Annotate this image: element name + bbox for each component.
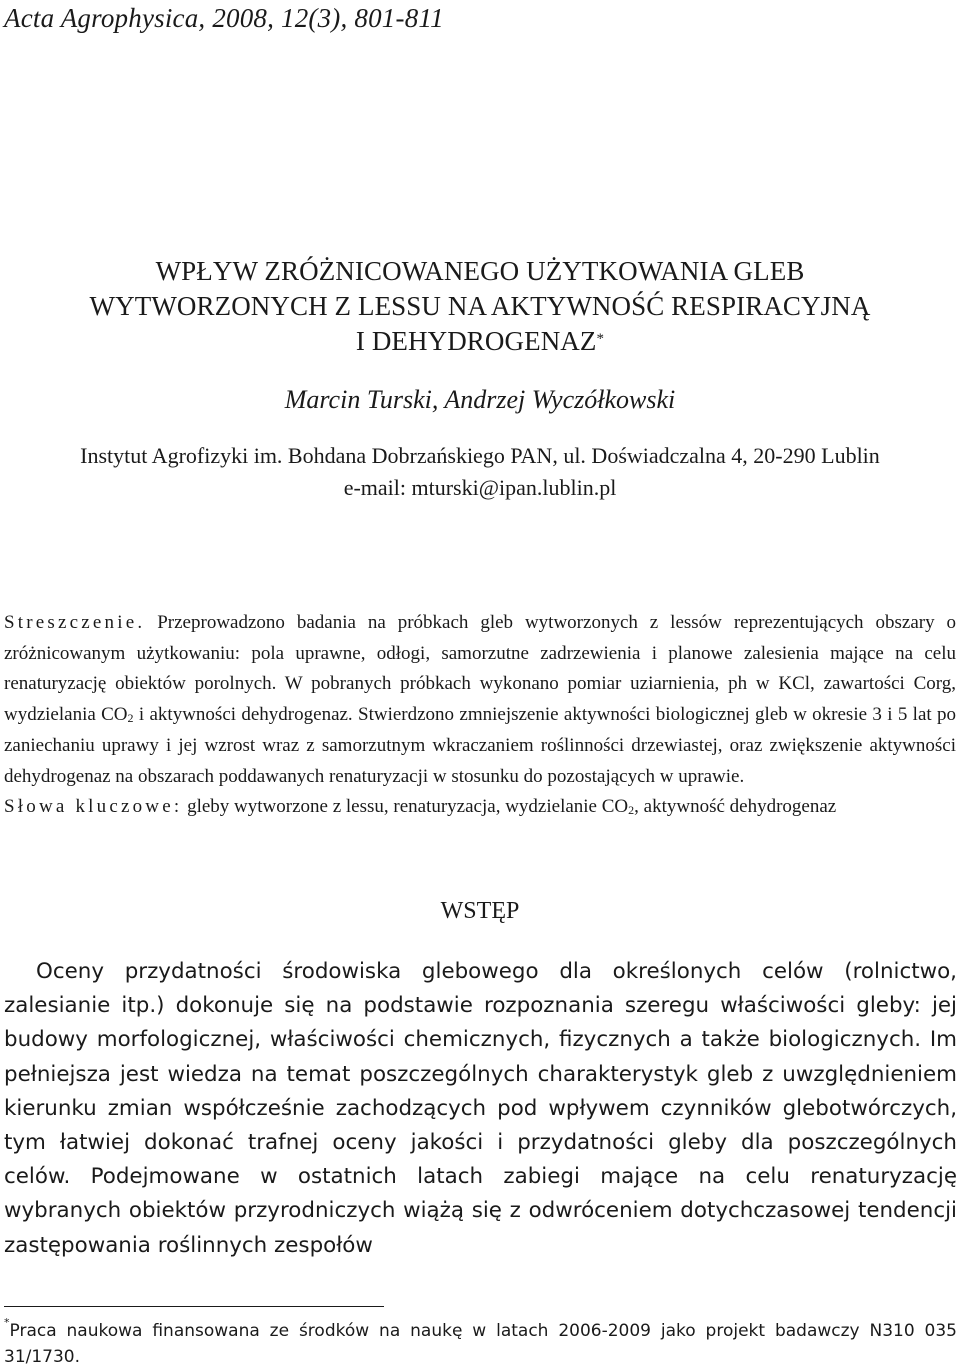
footnote bbox=[4, 1318, 957, 1370]
abstract bbox=[4, 608, 956, 823]
article-title bbox=[0, 254, 960, 359]
title-line-2: WYTWORZONYCH Z LESSU NA AKTYWNOŚĆ RESPIRACYJNĄ bbox=[89, 291, 871, 321]
footnote-text: Praca naukowa finansowana ze środków na naukę w latach 2006-2009 jako projekt badawczy N310 035 31/1730. bbox=[4, 1321, 957, 1367]
keywords-subscript: 2 bbox=[628, 803, 635, 818]
keywords-paragraph bbox=[4, 792, 956, 823]
title-footnote-mark: * bbox=[596, 331, 605, 347]
abstract-paragraph bbox=[4, 608, 956, 792]
affiliation bbox=[0, 440, 960, 504]
footnote-paragraph bbox=[4, 1318, 957, 1370]
title-line-3 bbox=[0, 324, 960, 359]
intro-paragraph: Oceny przydatności środowiska glebowego dla określonych celów (rolnictwo, zalesianie itp.) dokonuje się na podstawie rozpoznania szeregu właściwości gleby: jej budowy morfologicznej, właściwości chemicznych, fizycznych a także biologicznych. Im pełniejsza jest wiedza na temat poszczególnych charakterystyk gleb z uwzględnieniem kierunku zmian współcześnie zachodzących pod wpływem czynników glebotwórczych, tym łatwiej dokonać trafnej oceny jakości i przydatności gleby dla poszczególnych celów. Podejmowane w ostatnich latach zabiegi mające na celu renaturyzację wybranych obiektów przyrodniczych wiążą się z odwróceniem dotychczasowej tendencji zastępowania roślinnych zespołów bbox=[4, 959, 957, 1258]
abstract-text-1: Przeprowadzono badania na próbkach gleb wytworzonych z lessów reprezentujących obszary o zróżnicowanym użytkowaniu: pola uprawne, odłogi, samorzutne zadrzewienia i planowe zalesienia mające na celu renaturyzację obiektów porolnych. W pobranych próbkach wykonano pomiar uziarnienia, ph w KCl, zawartości Corg, wydzielania CO bbox=[4, 612, 957, 726]
journal-citation: Acta Agrophysica, 2008, 12(3), 801-811 bbox=[4, 3, 444, 33]
footnote-mark: * bbox=[4, 1316, 10, 1329]
abstract-subscript: 2 bbox=[127, 711, 134, 726]
abstract-label: Streszczenie. bbox=[4, 612, 146, 633]
author-email: e-mail: mturski@ipan.lublin.pl bbox=[343, 475, 617, 500]
keywords-text-1: gleby wytworzone z lessu, renaturyzacja, wydzielanie CO bbox=[187, 796, 629, 818]
keywords-label: Słowa kluczowe: bbox=[4, 796, 183, 818]
abstract-text-2: i aktywności dehydrogenaz. Stwierdzono zmniejszenie aktywności biologicznej gleb w okresie 3 i 5 lat po zaniechaniu uprawy i jej wzrost wraz z samorzutnym wkraczaniem roślinności drzewiastej, oraz zwiększenie aktywności dehydrogenaz na obszarach poddawanych renaturyzacji w stosunku do pozostających w uprawie. bbox=[4, 704, 956, 787]
institute-address: Instytut Agrofizyki im. Bohdana Dobrzańskiego PAN, ul. Doświadczalna 4, 20-290 Lublin bbox=[80, 443, 880, 468]
title-line-1: WPŁYW ZRÓŻNICOWANEGO UŻYTKOWANIA GLEB bbox=[155, 256, 805, 286]
section-heading: WSTĘP bbox=[440, 898, 520, 924]
authors: Marcin Turski, Andrzej Wyczółkowski bbox=[284, 385, 676, 414]
footnote-separator bbox=[4, 1306, 384, 1307]
keywords-text-2: , aktywność dehydrogenaz bbox=[634, 796, 837, 818]
body-text bbox=[4, 955, 957, 1263]
title-line-3-text: I DEHYDROGENAZ bbox=[355, 326, 597, 356]
